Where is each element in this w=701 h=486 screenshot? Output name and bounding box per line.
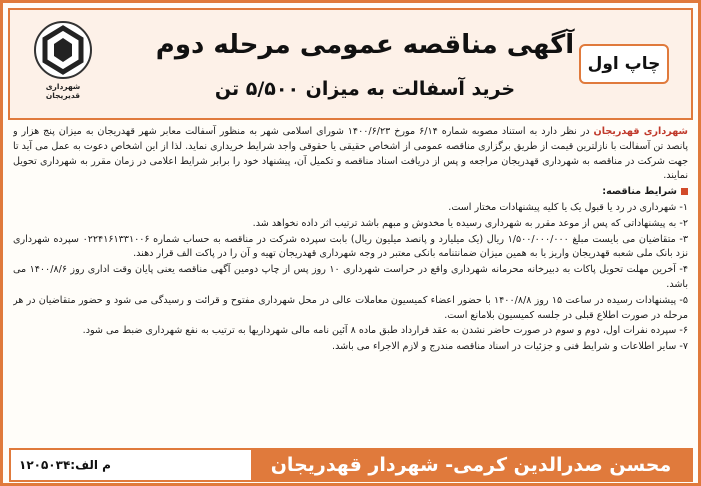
conditions-title: شرایط مناقصه:	[602, 186, 677, 198]
condition-item: ۷- سایر اطلاعات و شرایط فنی و جزئیات در اسناد مناقصه مندرج و لازم الاجراء می باشد.	[332, 341, 688, 353]
logo-caption: شهرداری قدیریجان	[45, 82, 81, 100]
print-badge: چاپ اول	[579, 44, 669, 84]
condition-item: ۲- به پیشنهاداتی که پس از موعد مقرر به شهرداری رسیده یا مخدوش و مبهم باشد ترتیب اثر داده نخواهد شد.	[252, 217, 688, 229]
condition-item: ۴- آخرین مهلت تحویل پاکات به دبیرخانه محرمانه شهرداری واقع در حراست شهرداری ۱۰ روز پس از چاپ دومین آگهی مناقصه یعنی پایان وقت اداری روز ۱۴۰۰/۸/۶ می باشد.	[13, 264, 688, 290]
lead-org-name: شهرداری قهدریجان	[593, 126, 688, 137]
municipality-logo	[28, 20, 98, 102]
signer-name: محسن صدرالدین کرمی- شهردار قهدریجان	[251, 450, 691, 480]
ad-footer	[9, 448, 693, 482]
ad-body	[13, 125, 688, 437]
conditions-heading	[13, 185, 688, 200]
condition-item: ۶- سپرده نفرات اول، دوم و سوم در صورت حاضر نشدن به عقد قرارداد طبق ماده ۸ آئین نامه مالی شهرداریها به ترتیب به نفع شهرداری ضبط می شود.	[82, 325, 688, 337]
condition-item: ۳- متقاضیان می بایست مبلغ ۱/۵۰۰/۰۰۰/۰۰۰ ریال (یک میلیارد و پانصد میلیون ریال) بابت سپرده شرکت در مناقصه به حساب شماره ۰۲۲۴۱۶۱۳۳۱۰۰۶ سپرده شهرداری نزد بانک ملی شعبه قهدریجان واریز یا به همین میزان ضمانتنامه بانکی معتبر در وجه شهرداری قهدریجان تهیه و آن را در پاکت الف قرار دهند.	[13, 233, 688, 260]
ad-header	[8, 8, 693, 120]
condition-item: ۱- شهرداری در رد یا قبول یک یا کلیه پیشنهادات مختار است.	[448, 201, 688, 213]
intro-paragraph	[13, 125, 688, 184]
ad-code: م الف:۱۲۰۵۰۳۴	[19, 458, 111, 472]
ad-title: آگهی مناقصه عمومی مرحله دوم	[155, 30, 575, 60]
intro-text: در نظر دارد به استناد مصوبه شماره ۶/۱۴ مورخ ۱۴۰۰/۶/۲۳ شورای اسلامی شهر به منظور آسفالت معابر شهر قهدریجان به میزان پنج هزار و پانصد تن آسفالت با نازلترین قیمت از طریق برگزاری مناقصه عمومی از اشخاص حقیقی یا حقوقی واجد شرایط خریداری نماید. لذا از این اشخاص دعوت به عمل می آید تا جهت شرکت در مناقصه به شهرداری قهدریجان مراجعه و پس از دریافت اسناد مناقصه و تکمیل آن، پیشنهاد خود را برابر شرایط اعلامی در زمان مقرر به شهرداری تحویل نمایند.	[13, 126, 688, 182]
condition-item: ۵- پیشنهادات رسیده در ساعت ۱۵ روز ۱۴۰۰/۸/۸ با حضور اعضاء کمیسیون معاملات عالی در محل شهرداری مفتوح و قرائت و رسیدگی می شود و حضور متقاضیان در هر مرحله در صورت اطلاع قبلی در جلسه کمیسیون بلامانع است.	[13, 294, 688, 321]
square-bullet-icon	[681, 188, 688, 195]
ad-subtitle: خرید آسفالت به میزان ۵/۵۰۰ تن	[214, 78, 516, 100]
emblem-icon	[28, 20, 98, 90]
